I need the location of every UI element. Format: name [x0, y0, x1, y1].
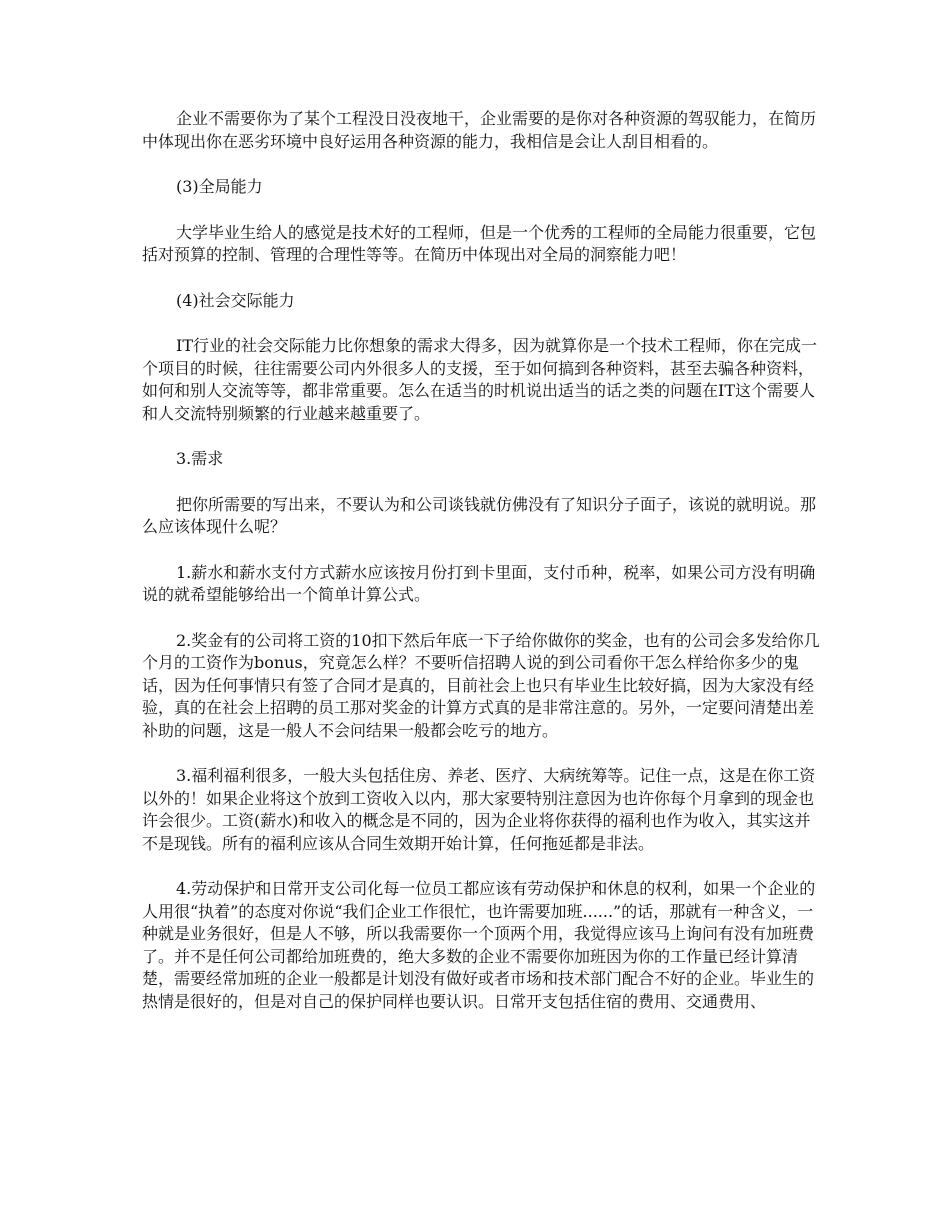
- paragraph-resource-ability: 企业不需要你为了某个工程没日没夜地干，企业需要的是你对各种资源的驾驭能力，在简历中体现出你在恶劣环境中良好运用各种资源的能力，我相信是会让人刮目相看的。: [142, 109, 817, 151]
- paragraph-global-ability: 大学毕业生给人的感觉是技术好的工程师，但是一个优秀的工程师的全局能力很重要，它包括对预算的控制、管理的合理性等等。在简历中体现出对全局的洞察能力吧！: [142, 222, 817, 264]
- heading-social-ability: (4)社会交际能力: [176, 290, 295, 310]
- heading-global-ability: (3)全局能力: [176, 177, 263, 196]
- document-body: [142, 108, 822, 1013]
- heading-needs: 3.需求: [176, 449, 224, 468]
- paragraph-needs-intro: 把你所需要的写出来，不要认为和公司谈钱就仿佛没有了知识分子面子，该说的就明说。那么应该体现什么呢？: [142, 494, 817, 536]
- paragraph-bonus: 2.奖金有的公司将工资的10扣下然后年底一下子给你做你的奖金，也有的公司会多发给你几个月的工资作为bonus，究竟怎么样？不要听信招聘人说的到公司看你干怎么样给你多少的鬼话，因为任何事情只有签了合同才是真的，目前社会上也只有毕业生比较好搞，因为大家没有经验，真的在社会上招聘的员工那对奖金的计算方式真的是非常注意的。另外，一定要问清楚出差补助的问题，这是一般人不会问结果一般都会吃亏的地方。: [142, 630, 820, 740]
- paragraph-social-ability: IT行业的社会交际能力比你想象的需求大得多，因为就算你是一个技术工程师，你在完成一个项目的时候，往往需要公司内外很多人的支援，至于如何搞到各种资料，甚至去骗各种资料，如何和别人交流等等，都非常重要。怎么在适当的时机说出适当的话之类的问题在IT这个需要人和人交流特别频繁的行业越来越重要了。: [142, 336, 817, 423]
- paragraph-benefits: 3.福利福利很多，一般大头包括住房、养老、医疗、大病统筹等。记住一点，这是在你工资以外的！如果企业将这个放到工资收入以内，那大家要特别注意因为也许你每个月拿到的现金也许会很少。工资(薪水)和收入的概念是不同的，因为企业将你获得的福利也作为收入，其实这并不是现钱。所有的福利应该从合同生效期开始计算，任何拖延都是非法。: [142, 766, 816, 853]
- paragraph-salary: 1.薪水和薪水支付方式薪水应该按月份打到卡里面，支付币种，税率，如果公司方没有明确说的就希望能够给出一个简单计算公式。: [142, 562, 816, 604]
- paragraph-labor-protection: 4.劳动保护和日常开支公司化每一位员工都应该有劳动保护和休息的权利，如果一个企业的人用很“执着”的态度对你说“我们企业工作很忙，也许需要加班......”的话，那就有一种含义，一种就是业务很好，但是人不够，所以我需要你一个顶两个用，我觉得应该马上询问有没有加班费了。并不是任何公司都给加班费的，绝大多数的企业不需要你加班因为你的工作量已经计算清楚，需要经常加班的企业一般都是计划没有做好或者市场和技术部门配合不好的企业。毕业生的热情是很好的，但是对自己的保护同样也要认识。日常开支包括住宿的费用、交通费用、: [142, 879, 816, 1011]
